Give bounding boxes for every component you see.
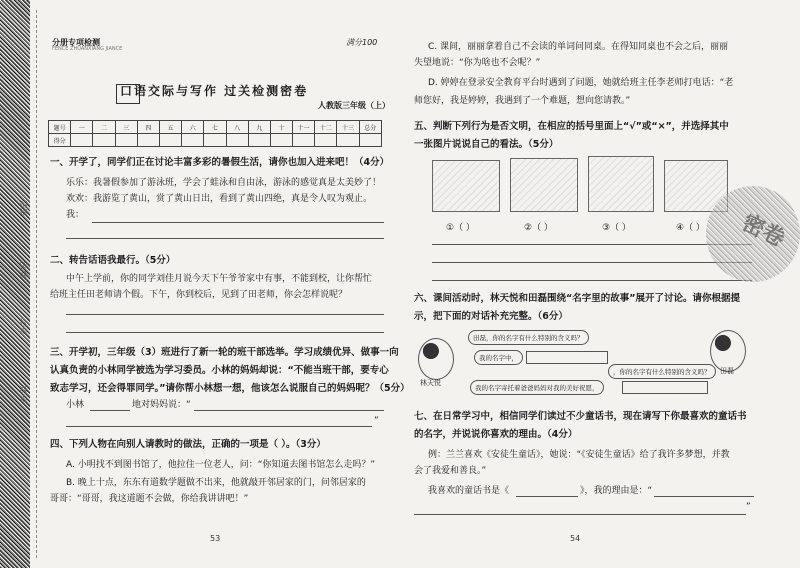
q1-answer-line-2[interactable] [66,238,384,239]
picture-2-library [510,158,578,212]
score-cell[interactable] [93,134,115,147]
q7-book-name-blank[interactable] [516,496,578,497]
character-lin-tianyue [418,338,454,380]
score-cell[interactable] [137,134,159,147]
q1-answer-line[interactable] [92,222,384,223]
question-5-title-1: 五、判断下列行为是否文明，在相应的括号里面上“√”或“×”，并选择其中 [414,121,729,132]
series-sub-label: FENCE ZHUANXIANG JIANCE [52,46,123,52]
score-cell[interactable] [359,134,381,147]
q4-option-c-2: 失望地说：“你为啥也不会呢？” [414,58,541,68]
picture-3-no-smoking [588,156,654,212]
score-table-question-cell: 七 [204,121,226,134]
q4-option-d-1: D. 婷婷在登录安全教育平台时遇到了问题，她就给班主任李老师打电话：“老 [428,78,734,88]
page-title: 口语交际与写作 过关检测密卷 [120,84,309,98]
edition-label: 人教版三年级（上） [318,101,390,110]
q7-answer-prefix: 我喜欢的童话书是《 [428,486,510,496]
score-cell[interactable] [337,134,359,147]
question-3-line-3: 致志学习，还会得罪同学。”请你帮小林想一想，他该怎么说服自己的妈妈呢？（5分） [50,383,410,394]
q3-answer-mid: 地对妈妈说：“ [132,400,191,410]
question-7-title-1: 七、在日常学习中，相信同学们读过不少童话书，现在请写下你最喜欢的童话书 [414,411,747,422]
page-number-left: 53 [210,534,221,543]
q4-option-a: A. 小明找不到图书馆了，他拉住一位老人，问：“你知道去图书馆怎么走吗？” [66,460,376,470]
score-table [48,120,382,147]
q5-answer-line-3[interactable] [432,280,752,281]
character-name-left: 林天悦 [420,379,441,387]
q7-example-1: 例：兰兰喜欢《安徒生童话》，她说：“《安徒生童话》给了我许多梦想，并教 [428,450,730,460]
q3-answer-end: ” [374,416,379,426]
score-table-question-cell: 五 [159,121,181,134]
score-cell[interactable] [315,134,337,147]
speech-bubble-2: 我的名字中， [474,350,523,365]
page-number-right: 54 [570,534,581,543]
q5-label-1[interactable]: ①（ ） [446,223,475,233]
margin-label-name: 姓名 [19,262,28,278]
q7-reason-blank-2[interactable] [414,514,746,515]
q3-blank-3[interactable] [66,426,372,427]
q4-option-d-2: 师您好，我是婷婷，我遇到了一个难题，想向您请教。” [414,96,631,106]
score-table-question-cell: 二 [93,121,115,134]
margin-label-number: 学号 [19,318,28,334]
q4-option-c-1: C. 课间，丽丽拿着自己不会读的单词问同桌。在得知同桌也不会之后，丽丽 [428,42,729,52]
score-table-question-cell: 八 [226,121,248,134]
question-1-title: 一、开学了，同学们正在讨论丰富多彩的暑假生活，请你也加入进来吧！（4分） [50,157,390,168]
question-2-title: 二、转告话语我最行。（5分） [50,255,176,266]
score-cell[interactable] [293,134,315,147]
q2-line-2: 给班主任田老师请个假。下午，你到校后，见到了田老师，你会怎样说呢？ [50,290,348,300]
q4-option-b-2: 哥哥：“哥哥，我这道题不会做，你给我讲讲吧！” [50,494,249,504]
question-7-title-2: 的名字，并说说你喜欢的理由。（4分） [414,429,578,440]
q6-answer-box-1[interactable] [526,351,608,364]
score-cell[interactable] [71,134,93,147]
q1-line-1: 乐乐：我暑假参加了游泳班，学会了蛙泳和自由泳，游泳的感觉真是太美妙了！ [66,178,382,188]
score-table-question-cell: 十 [270,121,292,134]
score-cell[interactable] [159,134,181,147]
score-cell[interactable] [270,134,292,147]
score-table-header-row [49,121,382,134]
q5-label-4[interactable]: ④（ ） [676,223,705,233]
q7-example-2: 会了我爱和善良。” [414,466,487,476]
q5-answer-line-1[interactable] [432,244,752,245]
score-table-question-cell: 十一 [293,121,315,134]
q5-label-2[interactable]: ②（ ） [524,223,553,233]
q3-answer-prefix: 小林 [66,400,85,410]
score-table-question-cell: 一 [71,121,93,134]
score-table-label-cell: 题号 [49,121,71,134]
q5-label-3[interactable]: ③（ ） [602,223,631,233]
q5-answer-line-2[interactable] [432,262,752,263]
margin-label-school: 学校 [19,386,28,402]
question-6-title-2: 示，把下面的对话补充完整。（6分） [414,311,568,322]
stamp-seal-text: 密卷 [737,210,789,252]
speech-bubble-1: 田磊，你的名字有什么特别的含义吗？ [468,330,589,345]
full-score-label: 满分100 [346,38,378,47]
cut-line [36,10,37,558]
score-table-score-label: 得分 [49,134,71,147]
q4-option-b-1: B. 晚上十点，东东有道数学题做不出来，他就敲开邻居家的门，问邻居家的 [66,478,366,488]
question-5-title-2: 一张图片说说自己的看法。（5分） [414,139,559,150]
score-cell[interactable] [115,134,137,147]
score-table-question-cell: 十三 [337,121,359,134]
score-cell[interactable] [226,134,248,147]
q2-line-1: 中午上学前，你的同学刘佳月说今天下午爷爷家中有事，不能到校，让你帮忙 [66,274,373,284]
picture-1-queue-kids [432,160,500,212]
speech-bubble-4: 我的名字寄托着爸爸妈妈对我的美好祝愿， [470,380,604,395]
q2-answer-line-1[interactable] [66,314,384,315]
q1-line-3: 我： [66,210,85,220]
score-table-question-cell: 九 [248,121,270,134]
q2-answer-line-2[interactable] [66,332,384,333]
question-3-line-2: 认真负责的小林同学被选为学习委员。小林的妈妈却说：“不能当班干部，要专心 [50,365,389,376]
speech-bubble-3: ，你的名字有什么特别的含义吗？ [608,364,716,379]
score-table-score-row [49,134,382,147]
score-table-question-cell: 三 [115,121,137,134]
score-table-question-cell: 四 [137,121,159,134]
question-4-title: 四、下列人物在向别人请教时的做法，正确的一项是（ ）。（3分） [50,439,326,450]
margin-label-class: 班级 [19,200,28,216]
q3-blank-2[interactable] [194,410,384,411]
score-cell[interactable] [182,134,204,147]
q3-blank-1[interactable] [90,410,130,411]
q7-answer-end: ” [746,502,751,512]
series-label: 分册专项检测 [52,38,100,47]
q6-answer-box-2[interactable] [622,381,708,394]
question-6-title-1: 六、课间活动时，林天悦和田磊围绕“名字里的故事”展开了讨论。请你根据提 [414,293,740,304]
score-table-question-cell: 六 [182,121,204,134]
score-cell[interactable] [248,134,270,147]
binding-strip [0,0,30,568]
score-table-question-cell: 总分 [359,121,381,134]
character-name-right: 田磊 [720,367,734,375]
q1-line-2: 欢欢：我游览了黄山，赏了黄山日出，看到了黄山四绝，真是令人叹为观止。 [66,194,373,204]
score-table-question-cell: 十二 [315,121,337,134]
q7-answer-mid: 》，我的理由是：“ [580,486,653,496]
question-3-line-1: 三、开学初，三年级（3）班进行了新一轮的班干部选举。学习成绩优异、做事一向 [50,347,399,358]
score-cell[interactable] [204,134,226,147]
q7-reason-blank-1[interactable] [654,496,754,497]
